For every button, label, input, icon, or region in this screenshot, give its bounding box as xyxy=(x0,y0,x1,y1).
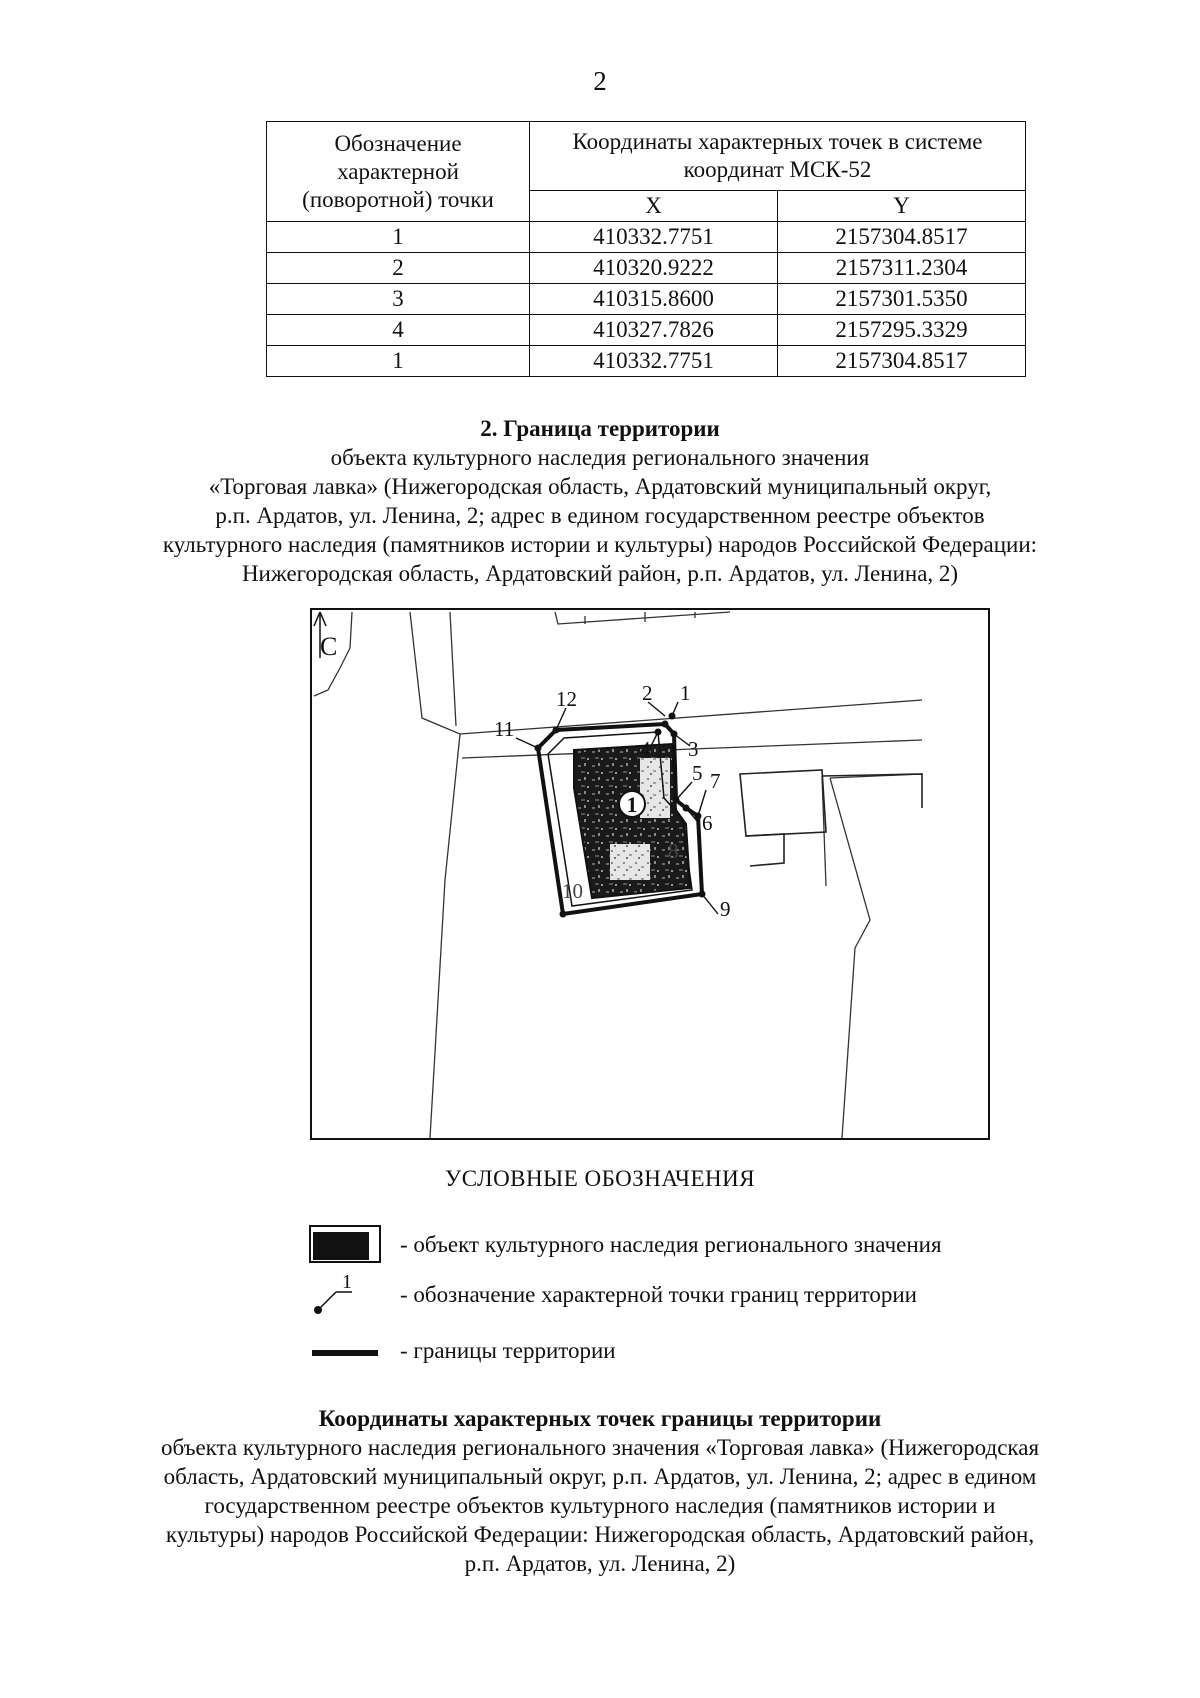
table-cell-x: 410315.8600 xyxy=(530,284,778,315)
territory-map xyxy=(310,608,990,1140)
table-cell-y: 2157311.2304 xyxy=(778,253,1026,284)
coordinates-section xyxy=(140,1404,1060,1578)
object-number-label: 1 xyxy=(626,792,638,817)
point-label-9: 9 xyxy=(720,897,731,921)
table-cell-point: 2 xyxy=(267,253,530,284)
section-line: государственном реестре объектов культурного наследия (памятников истории и xyxy=(204,1493,996,1518)
legend-text: - границы территории xyxy=(400,1338,616,1363)
legend-text: - объект культурного наследия регионального значения xyxy=(400,1232,942,1257)
point-label-4: 4 xyxy=(640,737,651,761)
legend-item-object xyxy=(308,1224,1068,1268)
section-line: р.п. Ардатов, ул. Ленина, 2) xyxy=(464,1551,736,1576)
section-line: р.п. Ардатов, ул. Ленина, 2; адрес в едином государственном реестре объектов xyxy=(215,503,985,528)
north-label: С xyxy=(320,632,338,661)
section-line: объекта культурного наследия регионального значения «Торговая лавка» (Нижегородская xyxy=(160,1435,1040,1460)
section-line: Нижегородская область, Ардатовский район, р.п. Ардатов, ул. Ленина, 2) xyxy=(241,561,959,586)
table-cell-point: 4 xyxy=(267,315,530,346)
point-symbol-icon xyxy=(308,1274,384,1318)
boundary-line-symbol-icon xyxy=(308,1330,384,1374)
table-cell-x: 410320.9222 xyxy=(530,253,778,284)
section-line: культуры) народов Российской Федерации: Нижегородская область, Ардатовский район, xyxy=(165,1522,1035,1547)
table-cell-y: 2157301.5350 xyxy=(778,284,1026,315)
section-heading: 2. Граница территории xyxy=(480,416,720,441)
coordinates-table xyxy=(266,121,1026,377)
table-row xyxy=(267,315,1026,346)
point-label-10: 10 xyxy=(562,879,583,903)
table-row xyxy=(267,346,1026,377)
territory-boundary-section xyxy=(140,414,1060,588)
table-header-y: Y xyxy=(778,191,1026,222)
legend-item-point xyxy=(308,1274,1068,1318)
table-cell-x: 410327.7826 xyxy=(530,315,778,346)
culture-object-building xyxy=(574,744,690,898)
table-cell-point: 1 xyxy=(267,222,530,253)
point-label-1: 1 xyxy=(680,681,691,705)
point-label-3: 3 xyxy=(688,737,699,761)
table-header-point: Обозначение характерной (поворотной) точки xyxy=(267,122,530,222)
table-cell-y: 2157304.8517 xyxy=(778,222,1026,253)
table-cell-point: 1 xyxy=(267,346,530,377)
point-label-5: 5 xyxy=(692,761,703,785)
object-symbol-icon xyxy=(308,1224,384,1268)
point-label-12: 12 xyxy=(556,687,577,711)
point-label-8: 8 xyxy=(668,839,679,863)
table-cell-x: 410332.7751 xyxy=(530,222,778,253)
legend-title: УСЛОВНЫЕ ОБОЗНАЧЕНИЯ xyxy=(444,1166,756,1191)
table-header-coordinates: Координаты характерных точек в системе координат МСК-52 xyxy=(530,122,1026,191)
point-label-11: 11 xyxy=(494,717,515,741)
section-line: культурного наследия (памятников истории и культуры) народов Российской Федерации: xyxy=(162,532,1038,557)
point-label-7: 7 xyxy=(710,769,721,793)
point-symbol-label: 1 xyxy=(342,1274,352,1293)
section-line: область, Ардатовский муниципальный округ, р.п. Ардатов, ул. Ленина, 2; адрес в едином xyxy=(163,1464,1037,1489)
table-row xyxy=(267,284,1026,315)
legend-text: - обозначение характерной точки границ территории xyxy=(400,1282,917,1307)
page-number: 2 xyxy=(593,66,607,96)
table-row xyxy=(267,253,1026,284)
point-label-2: 2 xyxy=(642,681,653,705)
section-heading: Координаты характерных точек границы территории xyxy=(318,1406,882,1431)
table-row xyxy=(267,222,1026,253)
table-cell-y: 2157304.8517 xyxy=(778,346,1026,377)
table-cell-point: 3 xyxy=(267,284,530,315)
table-header-x: X xyxy=(530,191,778,222)
table-cell-y: 2157295.3329 xyxy=(778,315,1026,346)
section-line: «Торговая лавка» (Нижегородская область, Ардатовский муниципальный округ, xyxy=(208,474,992,499)
map-drawing xyxy=(310,608,990,1140)
point-label-6: 6 xyxy=(702,811,713,835)
section-line: объекта культурного наследия регионального значения xyxy=(330,445,870,470)
table-cell-x: 410332.7751 xyxy=(530,346,778,377)
legend-item-boundary xyxy=(308,1330,1068,1374)
